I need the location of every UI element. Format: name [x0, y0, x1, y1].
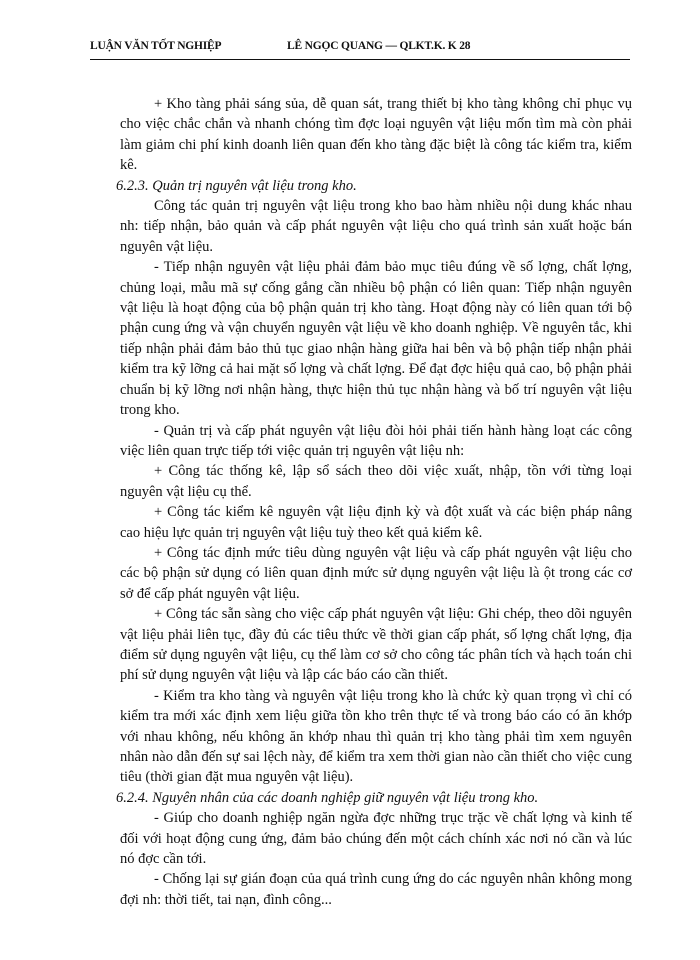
paragraph: - Quản trị và cấp phát nguyên vật liệu đòi hỏi phải tiến hành hàng loạt các công việc liên quan trực tiếp tới việc quản trị nguyên vật liệu nh:	[120, 422, 632, 459]
paragraph: - Tiếp nhận nguyên vật liệu phải đảm bảo mục tiêu đúng về số lợng, chất lợng, chủng loại, mẫu mã sự cống gắng cần nhiều bộ phận có liên quan: Tiếp nhận nguyên vật liệu là hoạt động của bộ phận quản trị kho tàng. Hoạt động này có liên quan tới bộ phận cung ứng và vận chuyển nguyên vật liệu về kho doanh nghiệp. Về nguyên tắc, khi tiếp nhận phải đảm bảo thủ tục giao nhận hàng giữa hai bên và bộ phận tiếp nhận phải kiểm tra kỹ lỡng cả hai mặt số lợng và chất lợng. Để đạt đợc hiệu quả cao, bộ phận phải chuẩn bị kỹ lỡng nơi nhận hàng, thực hiện thủ tục nhận hàng và bố trí nguyên vật liệu trong kho.	[120, 259, 632, 419]
header-author: LÊ NGỌC QUANG — QLKT.K. K 28	[287, 40, 471, 52]
page-header	[90, 40, 630, 58]
paragraph: - Chống lại sự gián đoạn của quá trình cung ứng do các nguyên nhân không mong đợi nh: thời tiết, tai nạn, đình công...	[120, 871, 632, 908]
section-heading: 6.2.4. Nguyên nhân của các doanh nghiệp giữ nguyên vật liệu trong kho.	[116, 789, 539, 806]
section-heading: 6.2.3. Quản trị nguyên vật liệu trong kho.	[116, 177, 357, 194]
paragraph: - Giúp cho doanh nghiệp ngăn ngừa đợc những trục trặc về chất lợng và kinh tế đối với hoạt động cung ứng, đảm bảo chúng đến một cách chính xác nơi nó cần và lúc nó đợc cần tới.	[120, 810, 632, 868]
paragraph: + Công tác kiểm kê nguyên vật liệu định kỳ và đột xuất và các biện pháp nâng cao hiệu lực quản trị nguyên vật liệu tuỳ theo kết quả kiểm kê.	[120, 504, 632, 541]
paragraph: + Công tác thống kê, lập sổ sách theo dõi việc xuất, nhập, tồn với từng loại nguyên vật liệu cụ thể.	[120, 463, 632, 500]
paragraph: Công tác quản trị nguyên vật liệu trong kho bao hàm nhiều nội dung khác nhau nh: tiếp nhận, bảo quản và cấp phát nguyên vật liệu cho quá trình sản xuất hoặc bán nguyên vật liệu.	[120, 198, 632, 255]
paragraph: - Kiểm tra kho tàng và nguyên vật liệu trong kho là chức kỳ quan trọng vì chỉ có kiểm tra mới xác định xem liệu giữa tồn kho trên thực tế và trong báo cáo có ăn khớp với nhau không, nếu không ăn khớp nhau thì quản trị kho tàng phải tìm xem nguyên nhân nào dẫn đến sự sai lệch này, để kiểm tra xem thời gian nào cần thiết cho việc cung tiêu (thời gian đặt mua nguyên vật liệu).	[120, 687, 632, 786]
document-body	[116, 94, 632, 910]
header-divider	[90, 59, 630, 60]
paragraph: + Công tác sẵn sàng cho việc cấp phát nguyên vật liệu: Ghi chép, theo dõi nguyên vật liệu phải liên tục, đầy đủ các tiêu thức về thời gian cấp phát, số lợng chất lợng, địa điểm sử dụng nguyên vật liệu, cụ thể làm cơ sở cho công tác phân tích và hạch toán chi phí sử dụng nguyên vật liệu và lập các báo cáo cần thiết.	[120, 606, 632, 684]
paragraph: + Công tác định mức tiêu dùng nguyên vật liệu và cấp phát nguyên vật liệu cho các bộ phận sử dụng có liên quan định mức sử dụng nguyên vật liệu là ột trong các cơ sở để cấp phát nguyên vật liệu.	[120, 544, 632, 602]
header-thesis-title: LUẬN VĂN TỐT NGHIỆP	[90, 40, 222, 52]
paragraph: + Kho tàng phải sáng sủa, dễ quan sát, trang thiết bị kho tàng không chỉ phục vụ cho việc chắc chắn và nhanh chóng tìm đợc loại nguyên vật liệu mốn tìm mà còn phải làm giảm chi phí kinh doanh liên quan đến kho tàng đặc biệt là công tác kiểm tra, kiểm kê.	[120, 96, 632, 174]
